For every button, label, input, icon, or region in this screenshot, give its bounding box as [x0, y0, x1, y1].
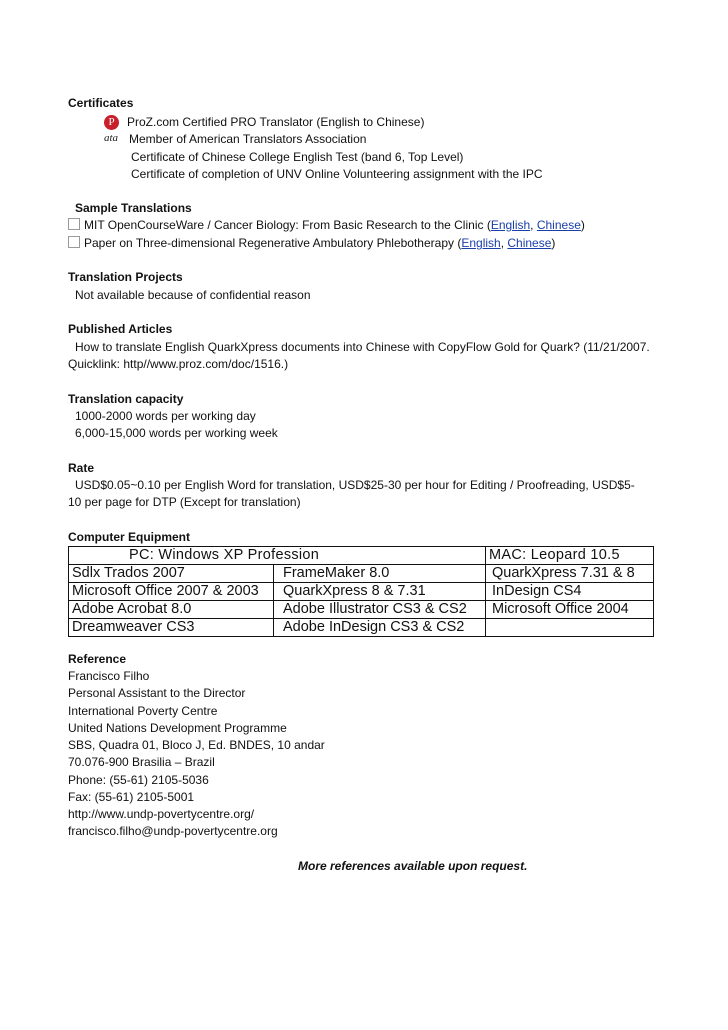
reference-url[interactable]: http://www.undp-povertycentre.org/: [68, 807, 255, 821]
certificates-heading: Certificates: [68, 96, 134, 110]
table-cell: FrameMaker 8.0: [274, 565, 486, 583]
table-cell: QuarkXpress 7.31 & 8: [486, 565, 654, 583]
sample-sep: ,: [500, 236, 508, 250]
sample-sep: ,: [530, 218, 537, 232]
reference-line: Phone: (55-61) 2105-5036: [68, 773, 209, 787]
reference-line: Francisco Filho: [68, 669, 150, 683]
table-cell: Adobe InDesign CS3 & CS2: [274, 619, 486, 637]
proz-logo-icon: P: [104, 115, 119, 130]
reference-line: Fax: (55-61) 2105-5001: [68, 790, 195, 804]
table-cell: Sdlx Trados 2007: [69, 565, 274, 583]
capacity-line: 1000-2000 words per working day: [75, 409, 256, 423]
mac-header: MAC: Leopard 10.5: [486, 547, 654, 565]
capacity-heading: Translation capacity: [68, 392, 184, 406]
table-row: [69, 583, 654, 601]
table-row: [69, 619, 654, 637]
sample-text: MIT OpenCourseWare / Cancer Biology: From Basic Research to the Clinic (: [84, 218, 491, 232]
articles-heading: Published Articles: [68, 322, 173, 336]
table-cell: Microsoft Office 2004: [486, 601, 654, 619]
sample-item: [68, 236, 555, 251]
table-cell: [486, 619, 654, 637]
capacity-line: 6,000-15,000 words per working week: [75, 426, 278, 440]
reference-line: Personal Assistant to the Director: [68, 686, 246, 700]
sample-item: [68, 218, 585, 233]
table-cell: Adobe Illustrator CS3 & CS2: [274, 601, 486, 619]
ata-logo-icon: ata: [104, 132, 119, 144]
table-cell: Dreamweaver CS3: [69, 619, 274, 637]
table-row: [69, 565, 654, 583]
sample-link-chinese[interactable]: Chinese: [536, 218, 581, 232]
pc-header: PC: Windows XP Profession: [69, 547, 486, 565]
table-cell: Adobe Acrobat 8.0: [69, 601, 274, 619]
certificate-item: Certificate of Chinese College English Test (band 6, Top Level): [131, 150, 464, 164]
article-line: Quicklink: http//www.proz.com/doc/1516.): [68, 357, 289, 371]
certificate-item: Certificate of completion of UNV Online Volunteering assignment with the IPC: [131, 167, 543, 181]
reference-heading: Reference: [68, 652, 127, 666]
reference-line: SBS, Quadra 01, Bloco J, Ed. BNDES, 10 andar: [68, 738, 325, 752]
rate-line: 10 per page for DTP (Except for translation): [68, 495, 301, 509]
table-cell: InDesign CS4: [486, 583, 654, 601]
table-header-row: [69, 547, 654, 565]
sample-text: Paper on Three-dimensional Regenerative Ambulatory Phlebotherapy (: [84, 236, 462, 250]
sample-link-english[interactable]: English: [490, 218, 531, 232]
table-row: [69, 601, 654, 619]
rate-line: USD$0.05~0.10 per English Word for translation, USD$25-30 per hour for Editing / Proofreading, USD$5-: [75, 478, 635, 492]
samples-heading: Sample Translations: [75, 201, 192, 215]
more-references-note: More references available upon request.: [298, 859, 528, 873]
article-line: How to translate English QuarkXpress documents into Chinese with CopyFlow Gold for Quark? (11/21/2007.: [75, 340, 650, 354]
reference-line: International Poverty Centre: [68, 704, 218, 718]
certificate-item: Member of American Translators Association: [129, 132, 367, 146]
reference-line: 70.076-900 Brasilia – Brazil: [68, 755, 215, 769]
sample-close: ): [580, 218, 585, 232]
bullet-box-icon: [68, 218, 80, 230]
reference-line: United Nations Development Programme: [68, 721, 287, 735]
sample-close: ): [551, 236, 556, 250]
sample-link-english[interactable]: English: [461, 236, 501, 250]
equipment-heading: Computer Equipment: [68, 530, 190, 544]
sample-link-chinese[interactable]: Chinese: [507, 236, 552, 250]
projects-heading: Translation Projects: [68, 270, 183, 284]
table-cell: QuarkXpress 8 & 7.31: [274, 583, 486, 601]
certificate-item: ProZ.com Certified PRO Translator (English to Chinese): [127, 115, 425, 129]
equipment-table: [68, 546, 654, 637]
projects-text: Not available because of confidential reason: [75, 288, 311, 302]
table-cell: Microsoft Office 2007 & 2003: [69, 583, 274, 601]
reference-email[interactable]: francisco.filho@undp-povertycentre.org: [68, 824, 278, 838]
rate-heading: Rate: [68, 461, 95, 475]
bullet-box-icon: [68, 236, 80, 248]
